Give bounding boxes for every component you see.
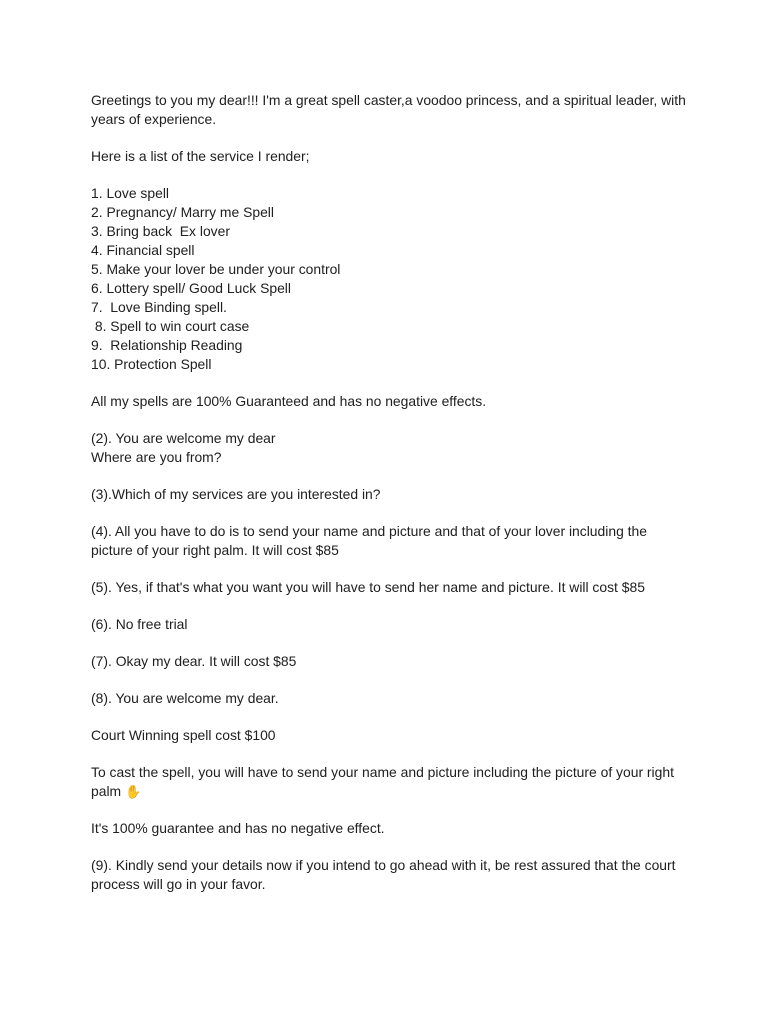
- reply-4-paragraph: [91, 522, 691, 560]
- reply-9-paragraph: [91, 856, 691, 894]
- reply-8-text: (8). You are welcome my dear.: [91, 690, 279, 706]
- reply-2-line2: Where are you from?: [91, 449, 222, 465]
- guarantee-paragraph: [91, 392, 691, 411]
- list-item: 2. Pregnancy/ Marry me Spell: [91, 204, 274, 220]
- services-list: [91, 184, 691, 374]
- list-item: 8. Spell to win court case: [91, 318, 250, 334]
- list-item: 9. Relationship Reading: [91, 337, 243, 353]
- reply-3-paragraph: [91, 485, 691, 504]
- court-cost-paragraph: [91, 726, 691, 745]
- list-item: 10. Protection Spell: [91, 356, 212, 372]
- reply-2-line1: (2). You are welcome my dear: [91, 430, 276, 446]
- reply-7-paragraph: [91, 652, 691, 671]
- reply-3-text: (3).Which of my services are you interested in?: [91, 486, 381, 502]
- services-heading: [91, 147, 691, 166]
- court-guarantee-paragraph: [91, 819, 691, 838]
- reply-6-paragraph: [91, 615, 691, 634]
- reply-5-paragraph: [91, 578, 691, 597]
- cast-instructions-text: To cast the spell, you will have to send your name and picture including the picture of your right palm: [91, 764, 674, 799]
- reply-5-text: (5). Yes, if that's what you want you will have to send her name and picture. It will cost $85: [91, 579, 645, 595]
- services-heading-text: Here is a list of the service I render;: [91, 148, 310, 164]
- raised-hand-icon: ✋: [124, 784, 142, 799]
- reply-2-paragraph: [91, 429, 691, 467]
- court-guarantee-text: It's 100% guarantee and has no negative effect.: [91, 820, 385, 836]
- list-item: 3. Bring back Ex lover: [91, 223, 230, 239]
- list-item: 6. Lottery spell/ Good Luck Spell: [91, 280, 291, 296]
- reply-8-paragraph: [91, 689, 691, 708]
- cast-instructions-paragraph: [91, 763, 691, 801]
- list-item: 1. Love spell: [91, 185, 169, 201]
- intro-paragraph: [91, 91, 691, 129]
- reply-9-text: (9). Kindly send your details now if you intend to go ahead with it, be rest assured that the court process will go in your favor.: [91, 857, 676, 892]
- intro-text: Greetings to you my dear!!! I'm a great spell caster,a voodoo princess, and a spiritual leader, with years of experience.: [91, 92, 686, 127]
- court-cost-text: Court Winning spell cost $100: [91, 727, 276, 743]
- reply-4-text: (4). All you have to do is to send your name and picture and that of your lover including the picture of your right palm. It will cost $85: [91, 523, 647, 558]
- document-body: [91, 91, 691, 912]
- guarantee-text: All my spells are 100% Guaranteed and has no negative effects.: [91, 393, 487, 409]
- reply-7-text: (7). Okay my dear. It will cost $85: [91, 653, 297, 669]
- list-item: 4. Financial spell: [91, 242, 195, 258]
- list-item: 7. Love Binding spell.: [91, 299, 227, 315]
- list-item: 5. Make your lover be under your control: [91, 261, 341, 277]
- reply-6-text: (6). No free trial: [91, 616, 188, 632]
